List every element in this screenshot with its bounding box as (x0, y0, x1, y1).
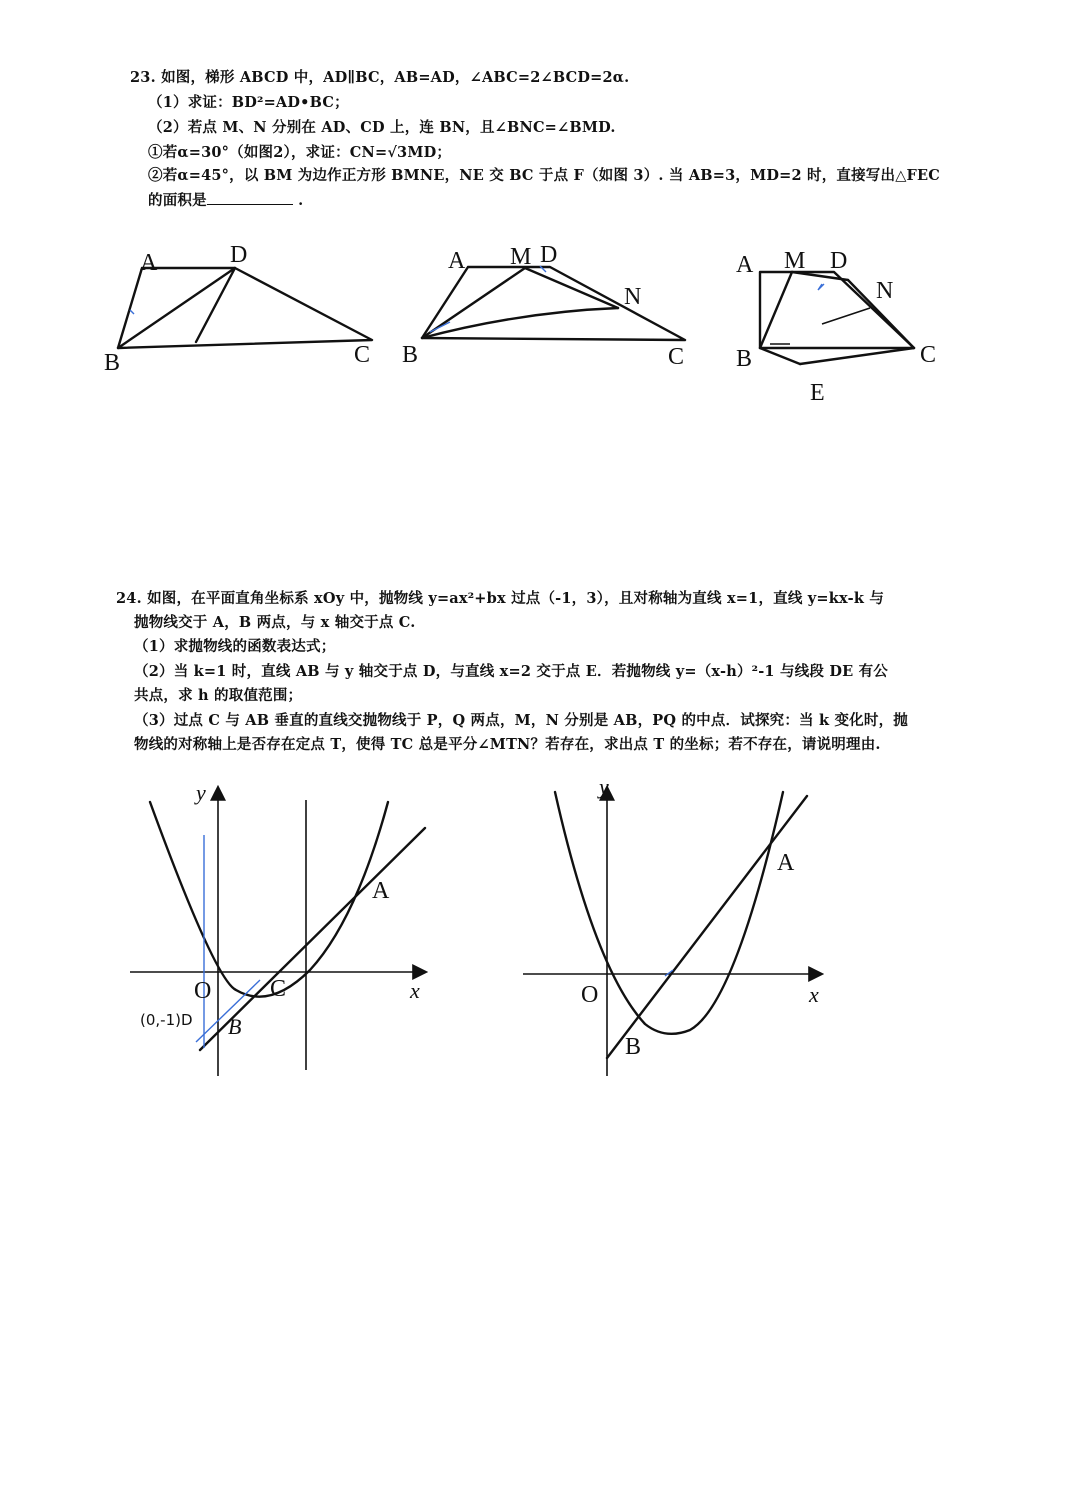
q24-part3-cont: 物线的对称轴上是否存在定点 T，使得 TC 总是平分∠MTN？若存在，求出点 T 的坐标；若不存在，请说明理由. (134, 736, 881, 753)
label-N: N (876, 278, 894, 304)
answer-blank[interactable] (207, 190, 293, 205)
segment-ec (800, 348, 914, 364)
construction-marks (818, 284, 824, 290)
label-D: D (230, 242, 248, 268)
figure-5-coordinate-plot (515, 774, 835, 1080)
segment-bn (422, 308, 618, 338)
q23-answer-line (148, 189, 303, 210)
label-C: C (270, 976, 287, 1002)
q24-part3: （3）过点 C 与 AB 垂直的直线交抛物线于 P，Q 两点，M，N 分别是 AB，PQ 的中点．试探究：当 k 变化时，抛 (134, 712, 908, 729)
label-B: B (625, 1034, 642, 1060)
label-O: O (581, 982, 599, 1008)
figure-4-coordinate-plot (120, 780, 450, 1080)
q23-answer-period: . (298, 192, 304, 209)
line-ab (607, 796, 807, 1058)
q23-part2: （2）若点 M、N 分别在 AD、CD 上，连 BN，且∠BNC=∠BMD. (148, 119, 616, 136)
segment-mn (525, 268, 618, 308)
label-A: A (777, 850, 795, 876)
inner-segment (822, 308, 870, 324)
q24-title-cont: 抛物线交于 A，B 两点，与 x 轴交于点 C. (134, 614, 416, 631)
q24-part1: （1）求抛物线的函数表达式； (134, 638, 336, 655)
segment-d-to-bc (196, 268, 235, 342)
label-B: B (228, 1014, 242, 1039)
figure-1-trapezoid (100, 240, 400, 380)
label-A: A (448, 248, 466, 274)
label-C: C (354, 342, 371, 368)
label-B: B (402, 342, 419, 368)
diagonal-bd (118, 268, 235, 348)
segment-bm (760, 272, 792, 348)
q23-part1: （1）求证：BD²=AD•BC； (148, 94, 349, 111)
label-A: A (140, 250, 158, 276)
q23-part2-sub1: ①若α=30°（如图2），求证：CN=√3MD； (148, 144, 452, 161)
label-D: D (540, 242, 558, 268)
label-O: O (194, 978, 212, 1004)
label-B: B (104, 350, 121, 376)
label-E: E (810, 380, 825, 406)
label-x: x (809, 982, 819, 1007)
label-B: B (736, 346, 753, 372)
label-y: y (196, 780, 206, 805)
label-y: y (599, 774, 609, 799)
label-N: N (624, 284, 642, 310)
label-D: D (830, 248, 848, 274)
label-M: M (784, 248, 806, 274)
q24-part2: （2）当 k=1 时，直线 AB 与 y 轴交于点 D，与直线 x=2 交于点 E．若抛物线 y=（x-h）²-1 与线段 DE 有公 (134, 663, 888, 680)
figure-2 (400, 240, 700, 380)
trapezoid-outline (118, 268, 372, 348)
label-M: M (510, 244, 532, 270)
label-C: C (920, 342, 937, 368)
figure-3 (730, 240, 960, 410)
label-x: x (410, 978, 420, 1003)
tick-mark (130, 310, 134, 314)
label-A: A (372, 878, 390, 904)
segment-be (760, 348, 800, 364)
label-A: A (736, 252, 754, 278)
handwritten-note: (0,-1)D (140, 1011, 193, 1029)
q23-part2-sub2: ②若α=45°，以 BM 为边作正方形 BMNE，NE 交 BC 于点 F（如图 3）. 当 AB=3，MD=2 时，直接写出△FEC (148, 167, 941, 184)
q24-title: 24. 如图，在平面直角坐标系 xOy 中，抛物线 y=ax²+bx 过点（-1，3），且对称轴为直线 x=1，直线 y=kx-k 与 (116, 590, 885, 607)
q23-title: 23. 如图，梯形 ABCD 中，AD∥BC，AB=AD，∠ABC=2∠BCD=2α. (130, 69, 630, 86)
q23-answer-prompt: 的面积是 (148, 192, 207, 209)
q24-part2-cont: 共点，求 h 的取值范围； (134, 687, 303, 704)
label-C: C (668, 344, 685, 370)
